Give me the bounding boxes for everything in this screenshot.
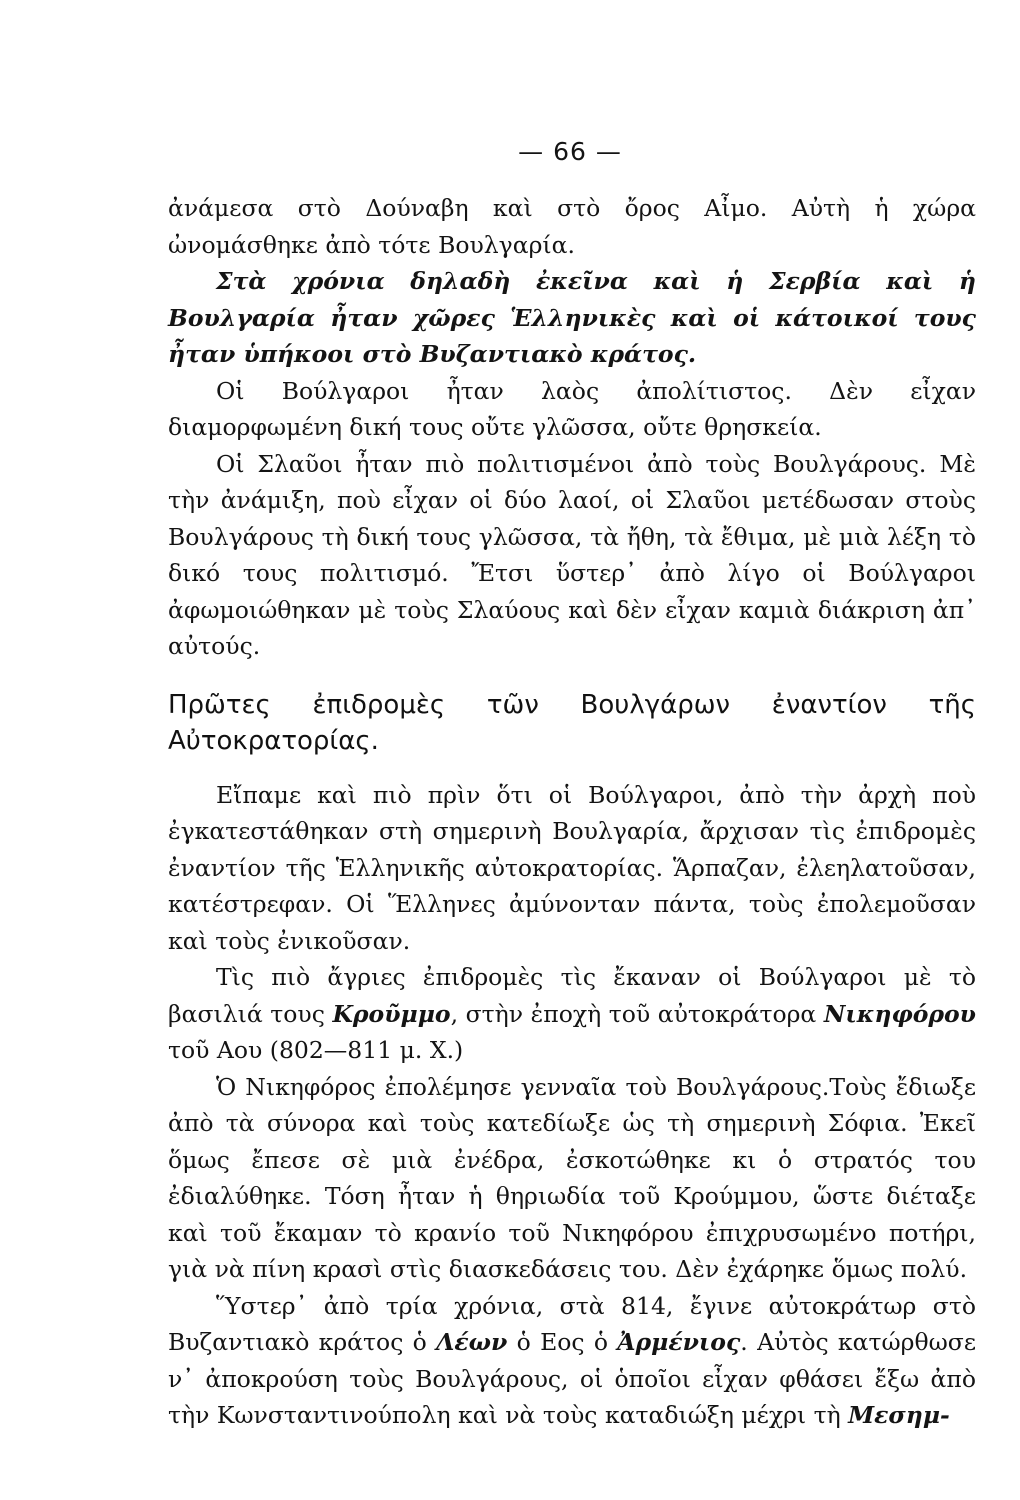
paragraph-krum-text-1: Τὶς πιὸ ἄγριες ἐπιδρομὲς τὶς ἔκαναν οἱ Βούλγαροι μὲ τὸ βασιλιά τους	[168, 963, 976, 1028]
name-nikephoros: Νικηφόρου	[823, 999, 976, 1028]
paragraph-first-raids: Εἴπαμε καὶ πιὸ πρὶν ὅτι οἱ Βούλγαροι, ἀπὸ τὴν ἀρχὴ ποὺ ἐγκατεστάθηκαν στὴ σημερινὴ Βουλγαρία, ἄρχισαν τὶς ἐπιδρομὲς ἐναντίον τῆς Ἑλληνικῆς αὐτοκρατορίας. Ἅρπαζαν, ἐλεηλατοῦσαν, κατέστρεφαν. Οἱ Ἕλληνες ἀμύνονταν πάντα, τοὺς ἐπολεμοῦσαν καὶ τοὺς ἐνικοῦσαν.	[168, 780, 976, 955]
page-body	[168, 190, 976, 1434]
paragraph-leo-text-1: Ὕστερ᾽ ἀπὸ τρία χρόνια, στὰ 814, ἔγινε αὐτοκράτωρ στὸ Βυζαντιακὸ κράτος ὁ	[168, 1291, 976, 1356]
paragraph-krum-text-3: τοῦ Αου (802—811 μ. Χ.)	[168, 1036, 464, 1064]
name-armenios: Ἀρμένιος	[617, 1328, 741, 1356]
page-number: — 66 —	[518, 137, 622, 166]
paragraph-krum	[168, 959, 976, 1069]
paragraph-krum-text-2: , στὴν ἐποχὴ τοῦ αὐτοκράτορα	[450, 999, 824, 1028]
name-mesembria: Μεσημ-	[848, 1401, 950, 1429]
paragraph-slavs: Οἱ Σλαῦοι ἦταν πιὸ πολιτισμένοι ἀπὸ τοὺς Βουλγάρους. Μὲ τὴν ἀνάμιξη, ποὺ εἶχαν οἱ δύο λαοί, οἱ Σλαῦοι μετέδωσαν στοὺς Βουλγάρους τὴ δική τους γλῶσσα, τὰ ἤθη, τὰ ἔθιμα, μὲ μιὰ λέξη τὸ δικό τους πολιτισμό. Ἔτσι ὕστερ᾽ ἀπὸ λίγο οἱ Βούλγαροι ἀφωμοιώθηκαν μὲ τοὺς Σλαύους καὶ δὲν εἶχαν καμιὰ διάκριση ἀπ᾽ αὐτούς.	[168, 449, 976, 660]
paragraph-danube: ἀνάμεσα στὸ Δούναβη καὶ στὸ ὄρος Αἶμο. Αὐτὴ ἡ χώρα ὠνομάσθηκε ἀπὸ τότε Βουλγαρία.	[168, 194, 976, 259]
paragraph-greek-lands: Στὰ χρόνια δηλαδὴ ἐκεῖνα καὶ ἡ Σερβία καὶ ἡ Βουλγαρία ἦταν χῶρες Ἑλληνικὲς καὶ οἱ κάτοικοί τους ἦταν ὑπήκοοι στὸ Βυζαντιακὸ κράτος.	[168, 267, 976, 368]
paragraph-leo-text-2: ὁ Εος ὁ	[507, 1328, 618, 1356]
name-krum: Κροῦμμο	[332, 999, 451, 1028]
paragraph-leo-text-3: . Αὐτὸς κατώρθωσε ν᾽ ἀποκρούση τοὺς Βουλγάρους, οἱ ὁποῖοι εἶχαν φθάσει ἔξω ἀπὸ τὴν Κωνσταντινούπολη καὶ νὰ τοὺς καταδιώξη μέχρι τὴ	[168, 1328, 976, 1429]
name-leon: Λέων	[436, 1328, 508, 1356]
paragraph-nikephoros: Ὁ Νικηφόρος ἐπολέμησε γενναῖα τοὺ Βουλγάρους.Τοὺς ἔδιωξε ἀπὸ τὰ σύνορα καὶ τοὺς κατεδίωξε ὡς τὴ σημερινὴ Σόφια. Ἐκεῖ ὅμως ἔπεσε σὲ μιὰ ἐνέδρα, ἐσκοτώθηκε κι ὁ στρατός του ἐδιαλύθηκε. Τόση ἦταν ἡ θηριωδία τοῦ Κρούμμου, ὥστε διέταξε καὶ τοῦ ἔκαμαν τὸ κρανίο τοῦ Νικηφόρου ἐπιχρυσωμένο ποτήρι, γιὰ νὰ πίνη κρασὶ στὶς διασκεδάσεις του. Δὲν ἐχάρηκε ὅμως πολύ.	[168, 1072, 976, 1283]
section-heading: Πρῶτες ἐπιδρομὲς τῶν Βουλγάρων ἐναντίον τῆς Αὐτοκρατορίας.	[168, 689, 976, 756]
paragraph-bulgarians-uncivilized: Οἱ Βούλγαροι ἦταν λαὸς ἀπολίτιστος. Δὲν εἶχαν διαμορφωμένη δική τους οὔτε γλῶσσα, οὔτε θρησκεία.	[168, 376, 976, 441]
paragraph-leo	[168, 1288, 976, 1434]
